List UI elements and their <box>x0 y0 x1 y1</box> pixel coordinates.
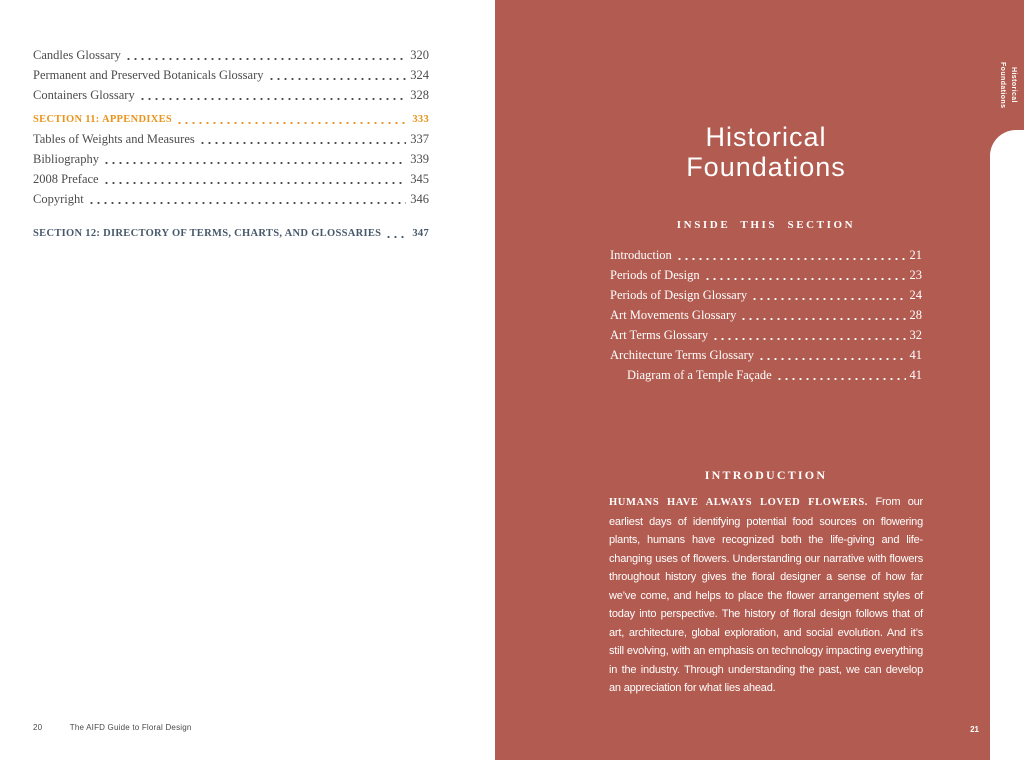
dot-leader <box>778 378 906 380</box>
toc-row <box>610 264 922 284</box>
toc-entry-page: 24 <box>909 288 922 302</box>
section-tab <box>997 62 1019 108</box>
toc-entry-page: 32 <box>909 328 922 342</box>
dot-leader <box>678 258 906 260</box>
toc-entry-page: 21 <box>909 248 922 262</box>
toc-entry-page: 28 <box>909 308 922 322</box>
toc-entry-page: 23 <box>909 268 922 282</box>
dot-leader <box>105 182 407 184</box>
dot-leader <box>714 338 905 340</box>
section-tab-line1: Historical <box>1010 67 1017 104</box>
toc-entry-label: Permanent and Preserved Botanicals Glossary <box>33 68 264 82</box>
toc-section-label: SECTION 11: APPENDIXES <box>33 114 173 125</box>
paragraph-body: From our earliest days of identifying potential food sources on flowering plants, humans have recognized both the life-giving and life-changing uses of flowers. Understanding our narrative with flowers throughout history gives the floral designer a sense of how far we’ve come, and helps to place the flower arrangement styles of today into perspective. The history of floral design follows that of art, architecture, global exploration, and social evolution. And it’s still evolving, with an emphasis on technology impacting everything in the industry. Through understanding the past, we can develop an appreciation for what lies ahead. <box>609 496 923 694</box>
toc-entry-label: Candles Glossary <box>33 48 121 62</box>
dot-leader <box>178 122 408 124</box>
dot-leader <box>760 358 906 360</box>
dot-leader <box>127 58 406 60</box>
toc-entry-label: Architecture Terms Glossary <box>610 348 754 362</box>
toc-entry-label: Copyright <box>33 192 84 206</box>
introduction-paragraph <box>609 493 923 698</box>
toc-entry-page: 345 <box>410 172 429 186</box>
inside-this-section-heading: INSIDE THIS SECTION <box>676 219 856 231</box>
toc-entry-label: Introduction <box>610 248 672 262</box>
toc-section-page: 347 <box>412 228 429 239</box>
dot-leader <box>387 236 408 238</box>
toc-entry-label: Periods of Design <box>610 268 700 282</box>
toc-entry-label: Bibliography <box>33 152 99 166</box>
toc-entry-page: 346 <box>410 192 429 206</box>
page-edge-strip <box>990 130 1024 760</box>
toc-section-label: SECTION 12: DIRECTORY OF TERMS, CHARTS, AND GLOSSARIES <box>33 228 382 239</box>
toc-entry-page: 320 <box>410 48 429 62</box>
dot-leader <box>141 98 407 100</box>
toc-entry-label: Art Movements Glossary <box>610 308 737 322</box>
toc-entry-label: Diagram of a Temple Façade <box>627 368 772 382</box>
toc-entry-label: Containers Glossary <box>33 88 135 102</box>
toc-entry-page: 324 <box>410 68 429 82</box>
introduction-heading: INTRODUCTION <box>704 468 828 482</box>
toc-row-indented <box>610 364 922 384</box>
toc-entry-label: Tables of Weights and Measures <box>33 132 195 146</box>
section-title-line1: Historical <box>705 122 827 153</box>
toc-entry-page: 337 <box>410 132 429 146</box>
toc-section-page: 333 <box>412 114 429 125</box>
toc-row <box>33 148 429 168</box>
toc-row <box>610 304 922 324</box>
toc-row <box>610 344 922 364</box>
toc-row <box>33 44 429 64</box>
dot-leader <box>90 202 407 204</box>
section-title <box>556 122 976 182</box>
toc-section-row <box>33 222 429 242</box>
toc-row <box>33 84 429 104</box>
section-title-line2: Foundations <box>686 152 846 183</box>
toc-row <box>610 244 922 264</box>
toc-row <box>33 168 429 188</box>
dot-leader <box>706 278 906 280</box>
toc-entry-page: 328 <box>410 88 429 102</box>
toc-entry-page: 41 <box>909 368 922 382</box>
toc-entry-label: Periods of Design Glossary <box>610 288 748 302</box>
toc-row <box>33 128 429 148</box>
section-tab-line2: Foundations <box>998 62 1006 109</box>
toc-entry-page: 41 <box>909 348 922 362</box>
dot-leader <box>105 162 406 164</box>
toc-entry-label: Art Terms Glossary <box>610 328 709 342</box>
toc-entry-label: 2008 Preface <box>33 172 99 186</box>
toc-section-row <box>33 108 429 128</box>
toc-row <box>33 64 429 84</box>
right-page-section-opener <box>495 0 1024 760</box>
book-title: The AIFD Guide to Floral Design <box>69 723 192 732</box>
dot-leader <box>753 298 905 300</box>
dot-leader <box>270 78 407 80</box>
left-page-number: 20 <box>33 723 43 732</box>
dot-leader <box>742 318 905 320</box>
section-contents-list <box>610 244 922 384</box>
toc-row <box>33 188 429 208</box>
table-of-contents <box>33 44 429 242</box>
left-page <box>0 0 495 760</box>
right-page-number: 21 <box>970 725 979 734</box>
dot-leader <box>201 142 407 144</box>
toc-entry-page: 339 <box>410 152 429 166</box>
paragraph-lead-in: HUMANS HAVE ALWAYS LOVED FLOWERS. <box>609 497 869 508</box>
left-page-footer <box>33 723 192 732</box>
toc-row <box>610 324 922 344</box>
toc-row <box>610 284 922 304</box>
